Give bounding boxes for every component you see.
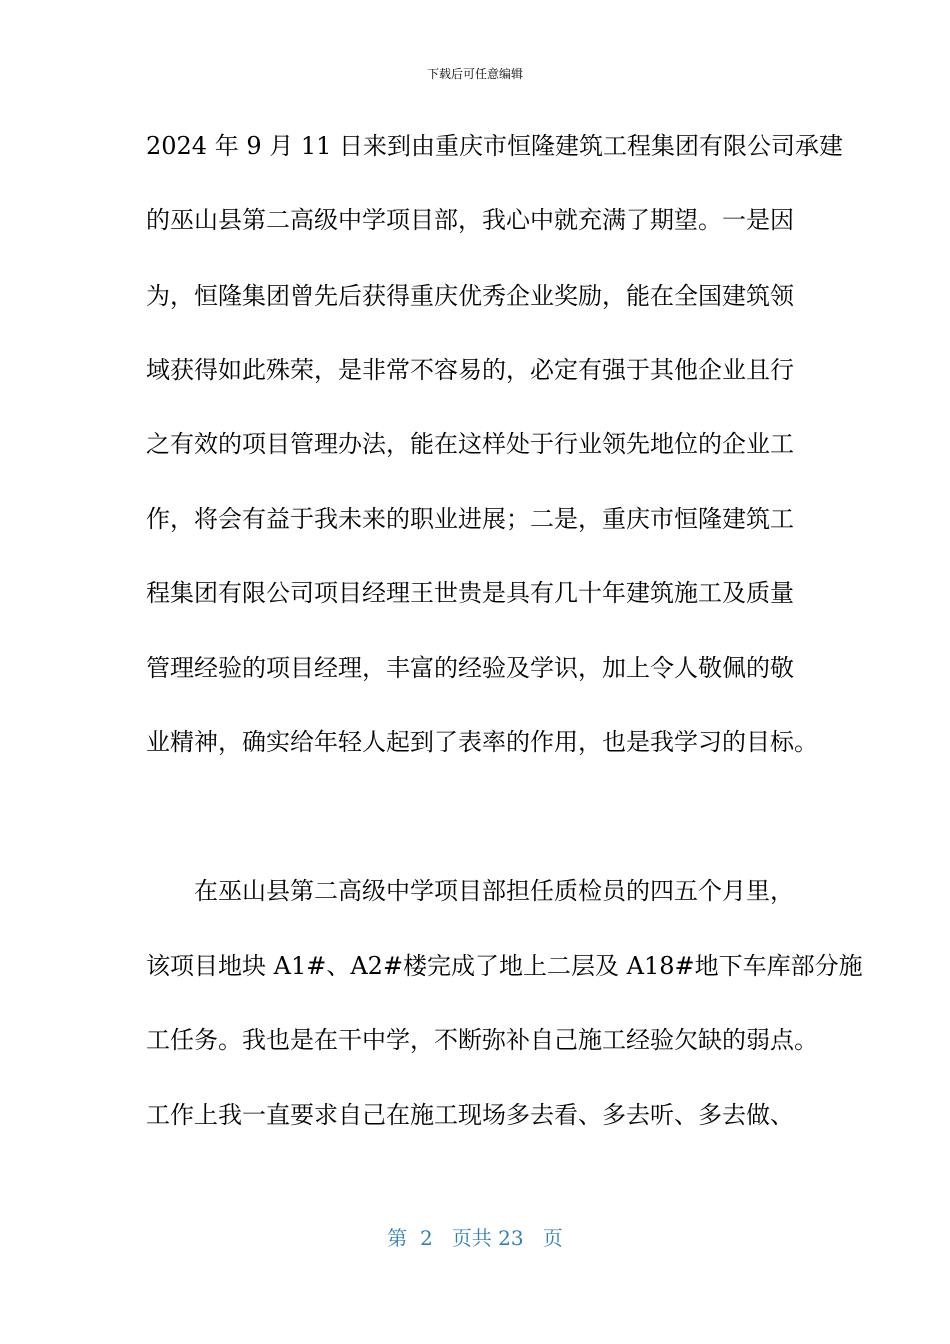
paragraph-2-line-1: 在巫山县第二高级中学项目部担任质检员的四五个月里， [194,877,794,905]
page-header: 下载后可任意编辑 [426,67,523,81]
paragraph-1-line-6: 作，将会有益于我未来的职业进展；二是，重庆市恒隆建筑工 [146,505,794,533]
paragraph-2-line-4: 工作上我一直要求自己在施工现场多去看、多去听、多去做、 [146,1101,794,1129]
paragraph-1-line-9: 业精神，确实给年轻人起到了表率的作用，也是我学习的目标。 [146,728,818,756]
footer-total-pages: 23 [498,1226,524,1250]
footer-suffix: 页 [542,1226,563,1250]
paragraph-1-line-8: 管理经验的项目经理，丰富的经验及学识，加上令人敬佩的敬 [146,654,794,682]
paragraph-1-line-7: 程集团有限公司项目经理王世贵是具有几十年建筑施工及质量 [146,579,794,607]
paragraph-1-line-2: 的巫山县第二高级中学项目部，我心中就充满了期望。一是因 [146,206,794,234]
paragraph-2-line-2: 该项目地块 A1#、A2#楼完成了地上二层及 A18#地下车库部分施 [146,952,863,980]
footer-page-number: 2 [420,1226,433,1250]
footer-prefix: 第 [387,1226,408,1250]
paragraph-2-line-3: 工任务。我也是在干中学，不断弥补自己施工经验欠缺的弱点。 [146,1026,818,1054]
paragraph-1-line-5: 之有效的项目管理办法，能在这样处于行业领先地位的企业工 [146,430,794,458]
paragraph-1-line-4: 域获得如此殊荣，是非常不容易的，必定有强于其他企业且行 [146,356,794,384]
paragraph-1-line-1: 2024 年 9 月 11 日来到由重庆市恒隆建筑工程集团有限公司承建 [146,132,844,160]
footer-middle: 页共 [451,1226,492,1250]
page-footer [0,1225,950,1251]
paragraph-1-line-3: 为，恒隆集团曾先后获得重庆优秀企业奖励，能在全国建筑领 [146,282,794,310]
